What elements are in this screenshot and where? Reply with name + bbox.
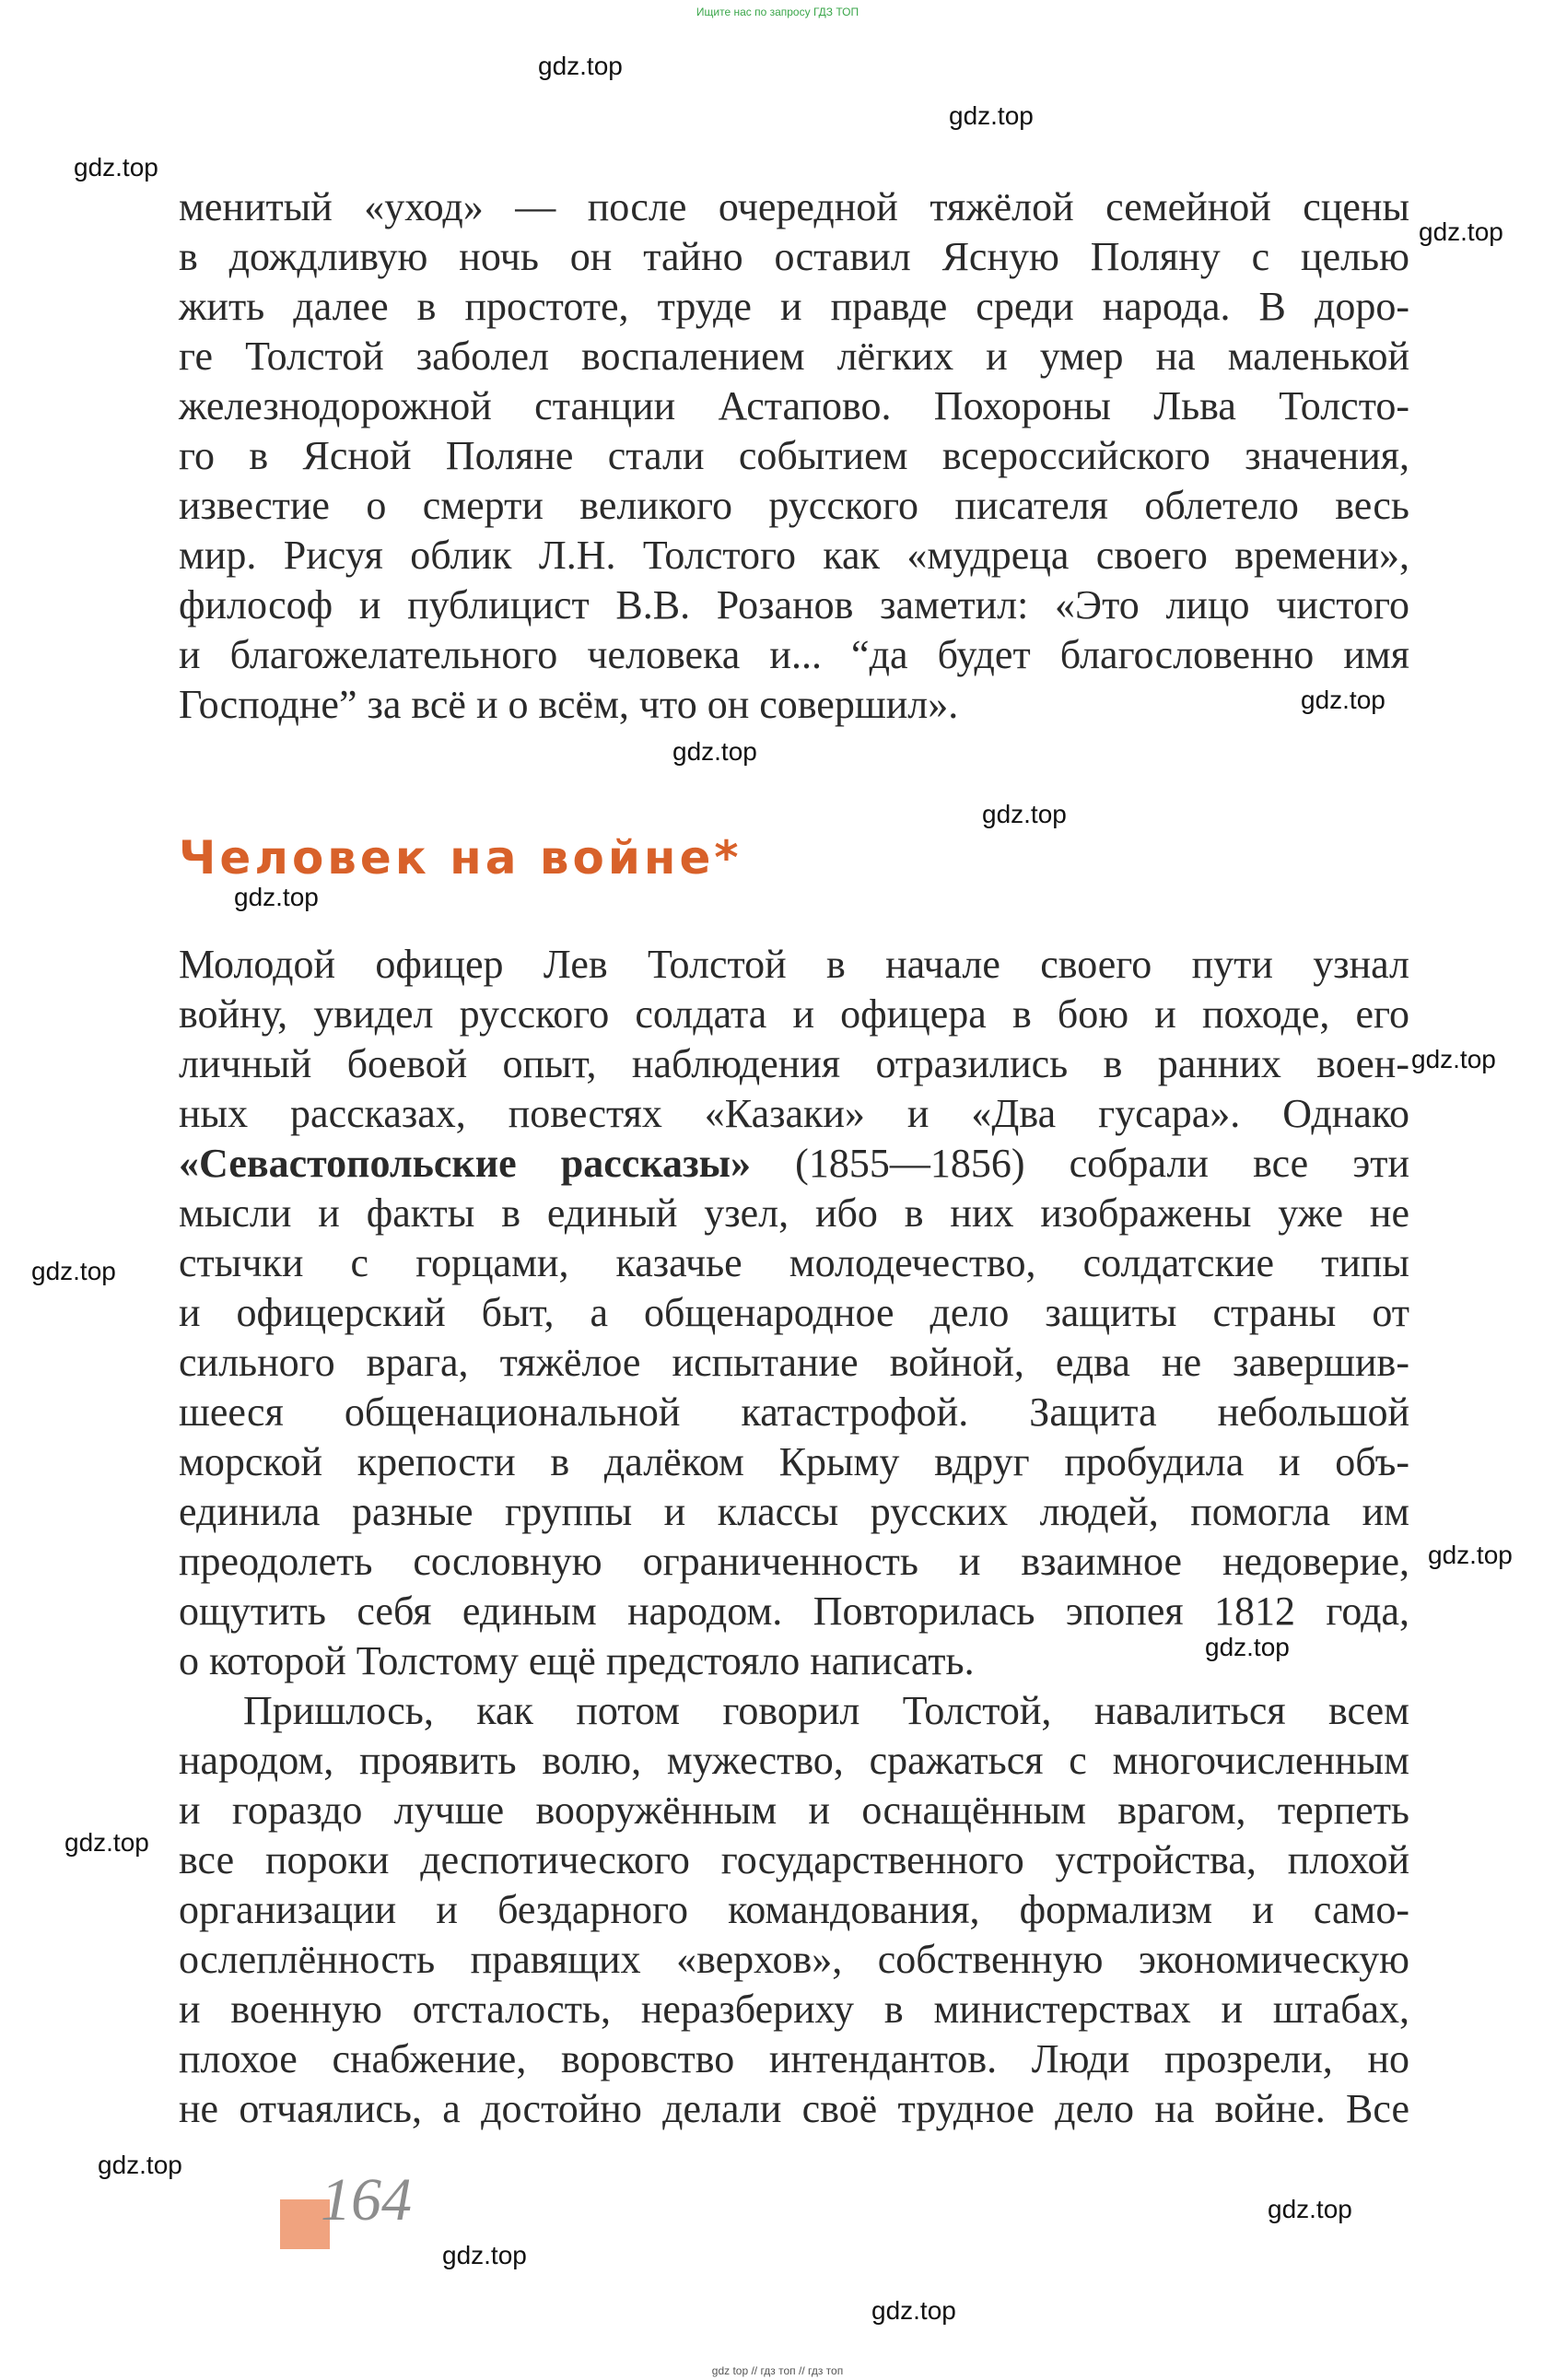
watermark: gdz.top [1268,2195,1352,2223]
text-line: го в Ясной Поляне стали событием всероссийского значения, [179,433,1409,478]
text-line: о которой Толстому ещё предстояло написать. [179,1638,975,1683]
text-line: войну, увидел русского солдата и офицера в бою и походе, его [179,991,1409,1037]
text-line: морской крепости в далёком Крыму вдруг пробудила и объ- [179,1439,1409,1484]
paragraph-1 [179,182,1409,730]
watermark: gdz.top [1419,217,1503,246]
text-line: и офицерский быт, а общенародное дело защиты страны от [179,1290,1409,1335]
text-line: шееся общенациональной катастрофой. Защита небольшой [179,1389,1409,1435]
watermark: gdz.top [982,800,1067,828]
watermark: gdz.top [1205,1633,1290,1661]
text-line: и гораздо лучше вооружённым и оснащённым врагом, терпеть [179,1788,1409,1833]
page-number: 164 [321,2166,412,2233]
text-line: Молодой офицер Лев Толстой в начале своего пути узнал [179,942,1409,987]
text-line: ных рассказах, повестях «Казаки» и «Два гусара». Однако [179,1091,1409,1136]
paragraph-3 [179,1686,1409,2134]
watermark: gdz.top [1301,686,1385,714]
text-span: (1855—1856) собрали все эти [751,1141,1409,1186]
watermark: gdz.top [74,153,158,182]
text-line: не отчаялись, а достойно делали своё трудное дело на войне. Все [179,2086,1409,2131]
text-line: ощутить себя единым народом. Повторилась эпопея 1812 года, [179,1589,1409,1634]
watermark: gdz.top [949,101,1034,130]
text-line: организации и бездарного командования, формализм и само- [179,1887,1409,1932]
text-line: все пороки деспотического государственного устройства, плохой [179,1837,1409,1882]
top-banner: Ищите нас по запросу ГДЗ ТОП [696,6,859,18]
text-line: Господне” за всё и о всём, что он совершил». [179,682,959,727]
text-line: сильного врага, тяжёлое испытание войной, едва не завершив- [179,1340,1409,1385]
watermark: gdz.top [64,1828,149,1857]
text-line: в дождливую ночь он тайно оставил Ясную Поляну с целью [179,234,1409,279]
text-line [179,1139,1409,1189]
text-line: единила разные группы и классы русских людей, помогла им [179,1489,1409,1534]
text-line: железнодорожной станции Астапово. Похороны Льва Толсто- [179,383,1409,428]
watermark: gdz.top [234,883,319,911]
watermark: gdz.top [538,52,623,80]
book-title-bold: «Севастопольские рассказы» [179,1141,752,1186]
watermark: gdz.top [98,2151,182,2179]
watermark: gdz.top [1411,1045,1496,1073]
watermark: gdz.top [871,2296,956,2325]
text-line: философ и публицист В.В. Розанов заметил: «Это лицо чистого [179,582,1409,627]
text-line: мир. Рисуя облик Л.Н. Толстого как «мудреца своего времени», [179,533,1409,578]
text-line: менитый «уход» — после очередной тяжёлой семейной сцены [179,184,1409,229]
watermark: gdz.top [31,1257,116,1285]
watermark: gdz.top [442,2241,527,2269]
text-line: известие о смерти великого русского писателя облетело весь [179,483,1409,528]
text-line: плохое снабжение, воровство интендантов. Люди прозрели, но [179,2036,1409,2081]
text-line: ослеплённость правящих «верхов», собственную экономическую [179,1937,1409,1982]
bottom-banner: gdz top // гдз топ // гдз топ [711,2364,844,2377]
text-line: и благожелательного человека и... “да будет благословенно имя [179,632,1409,677]
text-line: жить далее в простоте, труде и правде среди народа. В доро- [179,284,1409,329]
paragraph-2 [179,940,1409,1686]
text-line: личный боевой опыт, наблюдения отразились в ранних воен- [179,1041,1409,1086]
watermark: gdz.top [1428,1541,1513,1569]
text-line: Пришлось, как потом говорил Толстой, навалиться всем [243,1688,1409,1733]
text-line: преодолеть сословную ограниченность и взаимное недоверие, [179,1539,1409,1584]
section-heading: Человек на войне* [179,831,742,885]
text-line: и военную отсталость, неразбериху в министерствах и штабах, [179,1987,1409,2032]
text-line: стычки с горцами, казачье молодечество, солдатские типы [179,1240,1409,1285]
text-line: мысли и факты в единый узел, ибо в них изображены уже не [179,1190,1409,1236]
watermark: gdz.top [672,737,757,766]
text-line: ге Толстой заболел воспалением лёгких и умер на маленькой [179,334,1409,379]
text-line: народом, проявить волю, мужество, сражаться с многочисленным [179,1738,1409,1783]
